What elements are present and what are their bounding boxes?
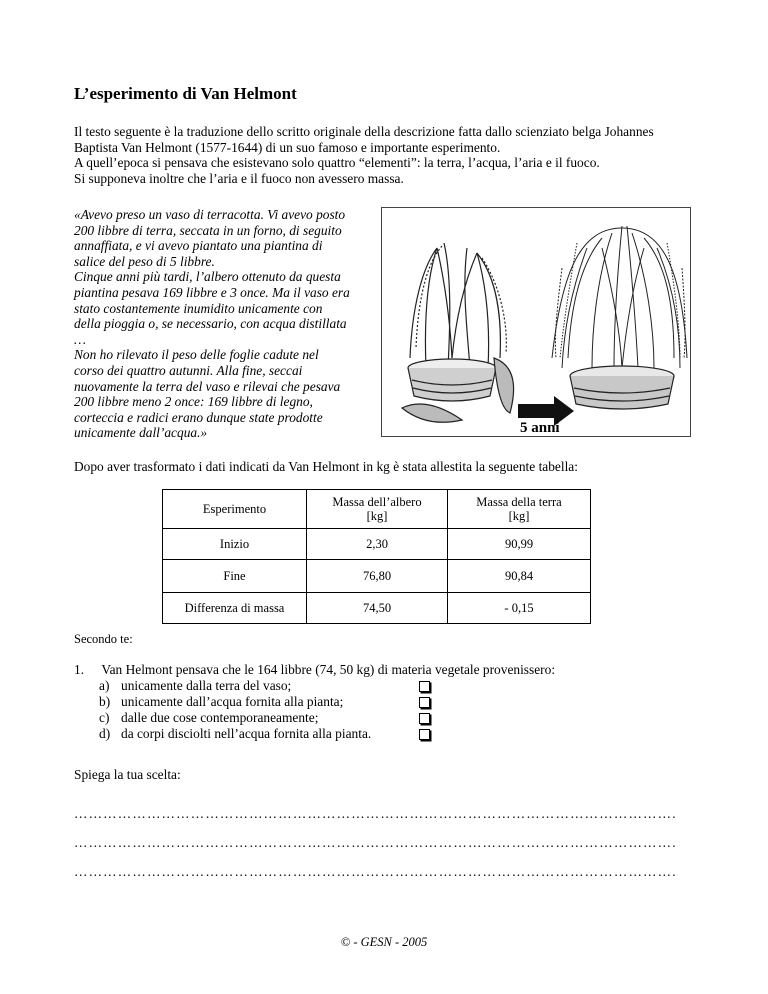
page-title: L’esperimento di Van Helmont xyxy=(74,84,297,103)
quote-line: unicamente dall’acqua.» xyxy=(74,425,208,441)
option-a xyxy=(99,678,292,694)
quote-line: corso dei quattro autunni. Alla fine, seccai xyxy=(74,362,303,378)
intro-line: A quell’epoca si pensava che esistevano solo quattro “elementi”: la terra, l’acqua, l’aria e il fuoco. xyxy=(74,155,600,170)
willow-drawing xyxy=(382,208,690,436)
table-cell: 90,84 xyxy=(448,560,591,593)
quote-line: annaffiata, e vi avevo piantato una piantina di xyxy=(74,238,323,254)
spiega-label: Spiega la tua scelta: xyxy=(74,767,181,782)
mass-table xyxy=(162,489,591,624)
quote-line: Cinque anni più tardi, l’albero ottenuto da questa xyxy=(74,269,341,285)
header-massa-terra-label: Massa della terra xyxy=(476,495,562,509)
intro-paragraph xyxy=(74,124,714,186)
quote-line: salice del peso di 5 libbre. xyxy=(74,253,215,269)
option-b-checkbox[interactable] xyxy=(419,697,430,708)
question-1 xyxy=(74,662,555,678)
header-esperimento: Esperimento xyxy=(163,490,307,529)
intro-line: Si supponeva inoltre che l’aria e il fuoco non avessero massa. xyxy=(74,170,404,186)
quote-line: 200 libbre di terra, seccata in un forno, di seguito xyxy=(74,222,342,238)
option-d xyxy=(99,726,372,742)
option-text: unicamente dall’acqua fornita alla pianta; xyxy=(121,694,344,709)
quote-line: della pioggia o, se necessario, con acqua distillata xyxy=(74,316,347,332)
table-row xyxy=(163,593,591,624)
large-willow xyxy=(552,226,687,368)
intro-line: Baptista Van Helmont (1577-1644) di un suo famoso e importante esperimento. xyxy=(74,139,501,155)
quote-line: piantina pesava 169 libbre e 3 once. Ma il vaso era xyxy=(74,284,350,300)
answer-line[interactable]: ……………………………………………………………………………………………………………. xyxy=(74,835,677,850)
question-text: Van Helmont pensava che le 164 libbre (74, 50 kg) di materia vegetale provenissero: xyxy=(101,662,556,677)
willow-illustration xyxy=(381,207,691,437)
option-text: dalle due cose contemporaneamente; xyxy=(121,710,319,725)
table-cell: 74,50 xyxy=(307,593,448,624)
question-number: 1. xyxy=(74,662,85,677)
option-d-checkbox[interactable] xyxy=(419,729,430,740)
table-cell: 2,30 xyxy=(307,529,448,560)
quote-line: Non ho rilevato il peso delle foglie cadute nel xyxy=(74,347,319,363)
header-massa-albero xyxy=(307,490,448,529)
header-massa-terra xyxy=(448,490,591,529)
table-cell: 76,80 xyxy=(307,560,448,593)
table-cell: - 0,15 xyxy=(448,593,591,624)
quote-line: … xyxy=(74,331,86,347)
table-row xyxy=(163,560,591,593)
answer-line[interactable]: ……………………………………………………………………………………………………………. xyxy=(74,806,677,821)
small-tub xyxy=(408,359,496,401)
option-c xyxy=(99,710,319,726)
option-a-checkbox[interactable] xyxy=(419,681,430,692)
small-willow xyxy=(410,243,506,368)
header-massa-albero-label: Massa dell’albero xyxy=(332,495,422,509)
option-letter: b) xyxy=(99,694,111,709)
header-massa-terra-unit: [kg] xyxy=(508,509,530,523)
quote-line: nuovamente la terra del vaso e rilevai che pesava xyxy=(74,378,341,394)
table-intro: Dopo aver trasformato i dati indicati da Van Helmont in kg è stata allestita la seguente tabella: xyxy=(74,459,578,474)
page-footer: © - GESN - 2005 xyxy=(340,935,428,949)
option-b xyxy=(99,694,344,710)
helmont-quote xyxy=(74,207,374,441)
quote-line: stato costantemente inumidito unicamente con xyxy=(74,300,323,316)
intro-line: Il testo seguente è la traduzione dello scritto originale della descrizione fatta dallo scienziato belga Johannes xyxy=(74,124,654,139)
figure-label: 5 anni xyxy=(520,420,560,436)
large-tub xyxy=(570,366,674,409)
table-cell: 90,99 xyxy=(448,529,591,560)
option-letter: d) xyxy=(99,726,111,741)
table-row xyxy=(163,529,591,560)
option-letter: c) xyxy=(99,710,110,725)
table-cell: Fine xyxy=(163,560,307,593)
option-c-checkbox[interactable] xyxy=(419,713,430,724)
quote-line: «Avevo preso un vaso di terracotta. Vi avevo posto xyxy=(74,207,346,222)
quote-line: 200 libbre meno 2 once: 169 libbre di legno, xyxy=(74,394,313,410)
option-letter: a) xyxy=(99,678,110,693)
secondo-te-label: Secondo te: xyxy=(74,632,133,646)
header-massa-albero-unit: [kg] xyxy=(366,509,388,523)
table-header-row xyxy=(163,490,591,529)
option-text: da corpi disciolti nell’acqua fornita alla pianta. xyxy=(121,726,372,741)
table-cell: Differenza di massa xyxy=(163,593,307,624)
quote-line: corteccia e radici erano dunque state prodotte xyxy=(74,409,323,425)
answer-line[interactable]: ……………………………………………………………………………………………………………. xyxy=(74,864,677,879)
table-cell: Inizio xyxy=(163,529,307,560)
option-text: unicamente dalla terra del vaso; xyxy=(121,678,292,693)
